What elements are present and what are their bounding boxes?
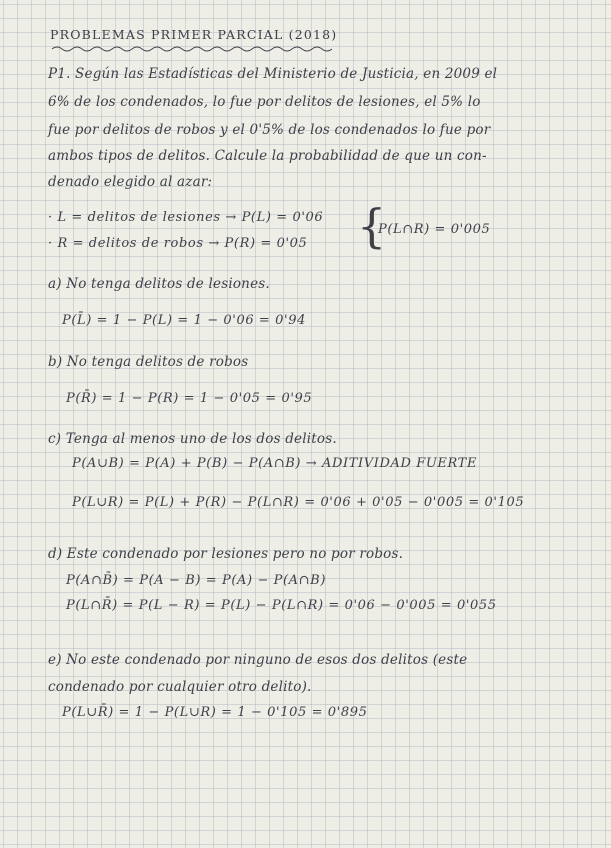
- page-title: PROBLEMAS PRIMER PARCIAL (2018): [50, 27, 338, 42]
- part-c-formula: P(L∪R) = P(L) + P(R) − P(L∩R) = 0'06 + 0'05 − 0'005 = 0'105: [72, 495, 525, 510]
- intersection-probability: P(L∩R) = 0'005: [378, 222, 491, 237]
- part-b-formula: P(R̄) = 1 − P(R) = 1 − 0'05 = 0'95: [66, 391, 313, 406]
- statement-line: denado elegido al azar:: [48, 174, 213, 190]
- definition-robos: · R = delitos de robos → P(R) = 0'05: [48, 236, 308, 251]
- part-a-formula: P(L̄) = 1 − P(L) = 1 − 0'06 = 0'94: [62, 313, 306, 328]
- part-c-formula-general: P(A∪B) = P(A) + P(B) − P(A∩B) → ADITIVIDAD FUERTE: [72, 456, 478, 471]
- part-d-formula-general: P(A∩B̄) = P(A − B) = P(A) − P(A∩B): [66, 573, 326, 588]
- part-e-heading-continued: condenado por cualquier otro delito).: [48, 679, 312, 695]
- title-underline: [50, 44, 340, 54]
- part-e-formula: P(L∪R̄) = 1 − P(L∪R) = 1 − 0'105 = 0'895: [62, 705, 368, 720]
- definition-lesiones: · L = delitos de lesiones → P(L) = 0'06: [48, 210, 324, 225]
- part-e-heading: e) No este condenado por ninguno de esos dos delitos (este: [48, 652, 468, 668]
- statement-line: P1. Según las Estadísticas del Ministerio de Justicia, en 2009 el: [48, 66, 498, 82]
- part-d-heading: d) Este condenado por lesiones pero no por robos.: [48, 546, 404, 562]
- definitions-brace: {: [357, 199, 387, 253]
- part-b-heading: b) No tenga delitos de robos: [48, 354, 249, 370]
- statement-line: fue por delitos de robos y el 0'5% de los condenados lo fue por: [48, 122, 491, 138]
- part-c-heading: c) Tenga al menos uno de los dos delitos.: [48, 431, 337, 447]
- part-a-heading: a) No tenga delitos de lesiones.: [48, 276, 270, 292]
- statement-line: ambos tipos de delitos. Calcule la probabilidad de que un con-: [48, 148, 487, 164]
- part-d-formula: P(L∩R̄) = P(L − R) = P(L) − P(L∩R) = 0'06 − 0'005 = 0'055: [66, 598, 497, 613]
- statement-line: 6% de los condenados, lo fue por delitos de lesiones, el 5% lo: [48, 94, 481, 110]
